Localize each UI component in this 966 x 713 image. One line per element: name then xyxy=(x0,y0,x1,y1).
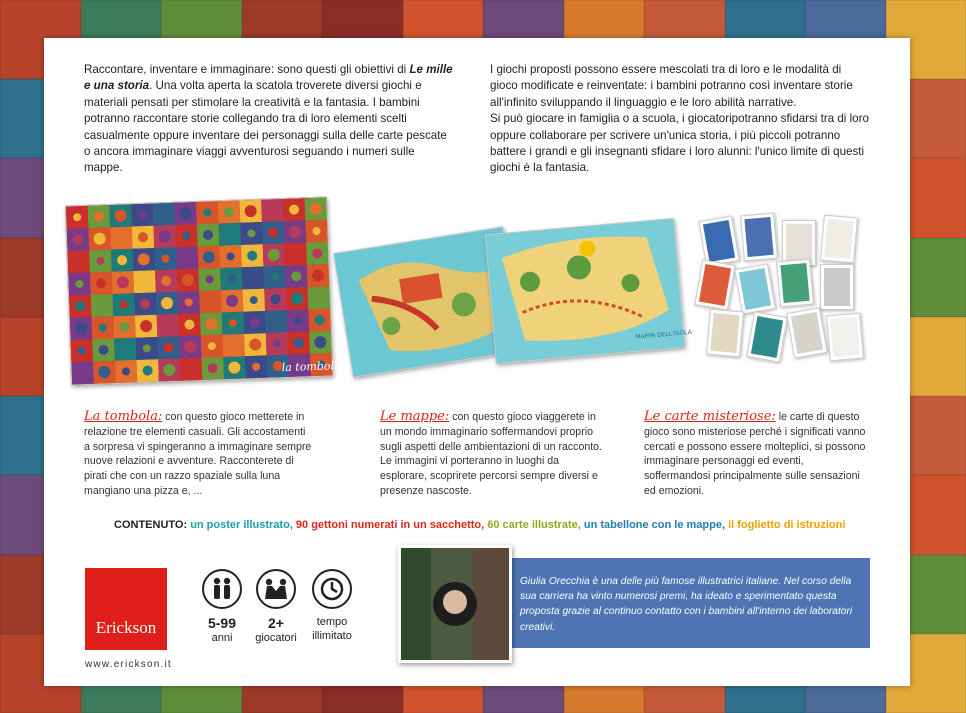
contents-item: un poster illustrato, xyxy=(190,519,296,531)
author-portrait xyxy=(398,545,512,663)
game-title: Le carte misteriose: xyxy=(644,409,776,424)
website-url: www.erickson.it xyxy=(85,659,172,670)
intro-left-text-2: . Una volta aperta la scatola troverete diversi giochi e materiali pensati per stimolare la creatività e la fantasia. I bambini potranno raccontare storie collegando tra di loro elementi scelti casualmente oppure inventare dei personaggi sulla delle carte pescate o ancora immaginare viaggi avventurosi seguando i numeri sulle mappe. xyxy=(84,79,447,175)
clock-icon xyxy=(312,569,352,609)
illustrated-card xyxy=(740,213,778,262)
map-illustration-2 xyxy=(486,219,693,363)
map-title: MAPPA DELL'ISOLA xyxy=(634,328,693,341)
contents-item: un tabellone con le mappe, xyxy=(583,519,729,531)
intro-right-p2: Si può giocare in famiglia o a scuola, i giocatoripotranno sfidarsi tra di loro oppure collaborare per scrivere un'unica storia, i più piccoli potranno battere i grandi e gli insegnanti sfidare i loro alunni: l'unico limite di questi giochi è la fantasia. xyxy=(490,112,869,175)
poster-signature: la tombola xyxy=(281,359,341,375)
intro-left xyxy=(84,62,456,177)
intro-right xyxy=(490,62,870,177)
illustrated-card xyxy=(776,259,814,308)
cards-image xyxy=(698,214,868,374)
tombola-poster-image xyxy=(65,196,341,385)
illustrated-card xyxy=(820,215,858,264)
age-range: 5-99 xyxy=(207,615,237,631)
illustrated-card xyxy=(746,311,787,362)
game-title: Le mappe: xyxy=(380,409,450,424)
illustrated-card xyxy=(786,307,827,358)
product-title: Le mille e una storia xyxy=(84,63,453,93)
time-label: tempo illimitato xyxy=(312,616,352,642)
game-title: La tombola: xyxy=(84,409,163,424)
illustrated-card xyxy=(706,309,744,358)
contents-item: 90 gettoni numerati in un sacchetto, xyxy=(295,519,488,531)
author-bio-text: Giulia Orecchia è una delle più famose illustratrici italiane. Nel corso della sua carriera ha vinto numerosi premi, ha ideato e sperimentato questa proposta grazie al continuo contatto con i bambini all'interno dei laboratori creativi. xyxy=(520,576,853,633)
players-count: 2+ xyxy=(268,615,284,631)
children-icon xyxy=(202,569,242,609)
age-badge xyxy=(192,569,252,645)
illustrated-card xyxy=(694,259,735,310)
illustrated-card xyxy=(826,313,864,362)
contents-item: il foglietto di istruzioni xyxy=(728,519,846,531)
game-description: le carte di questo gioco sono misteriose perché i significati vanno cercati e possono essere molteplici, si possono immaginare personaggi ed eventi, soffermandosi principalmente sulle sensazioni ed emozioni. xyxy=(644,411,866,497)
game-description: con questo gioco viaggerete in un mondo immaginario soffermandovi proprio sugli aspetti delle ambientazioni di un racconto. Le immagini vi porteranno in luoghi da esplorare, scoprirete percorsi sempre diversi e presenze nascoste. xyxy=(380,411,603,497)
game-description: con questo gioco metterete in relazione tre elementi casuali. Gli accostamenti a sorpresa vi spingeranno a immaginare sempre nuove relazioni e avventure. Racconterete di pirati che con un razzo spaziale sulla luna mangiano una pizza e, ... xyxy=(84,411,312,497)
logo-text: Erickson xyxy=(95,618,157,637)
poster-illustration xyxy=(66,198,341,385)
content-panel xyxy=(44,38,910,686)
players-icon xyxy=(256,569,296,609)
contents-item: 60 carte illustrate, xyxy=(487,519,584,531)
contents-label: CONTENUTO: xyxy=(114,519,191,531)
players-badge xyxy=(246,569,306,645)
game-mappe xyxy=(380,410,608,499)
time-badge xyxy=(302,569,362,643)
players-label: giocatori xyxy=(255,632,297,644)
illustrated-card xyxy=(734,263,775,314)
erickson-logo xyxy=(85,568,167,650)
contents-line xyxy=(114,519,845,531)
game-carte xyxy=(644,410,870,499)
maps-board-image-2 xyxy=(485,218,693,364)
intro-left-text: Raccontare, inventare e immaginare: sono questi gli obiettivi di xyxy=(84,63,410,76)
author-bio-box xyxy=(496,558,870,648)
age-label: anni xyxy=(211,632,233,644)
illustrated-card xyxy=(820,264,854,310)
intro-right-p1: I giochi proposti possono essere mescolati tra di loro e le modalità di gioco modificate e reinventate: i bambini potranno così inventare storie all'infinito sviluppando il linguaggio e le loro abilità narrative. xyxy=(490,63,853,109)
game-tombola xyxy=(84,410,312,499)
